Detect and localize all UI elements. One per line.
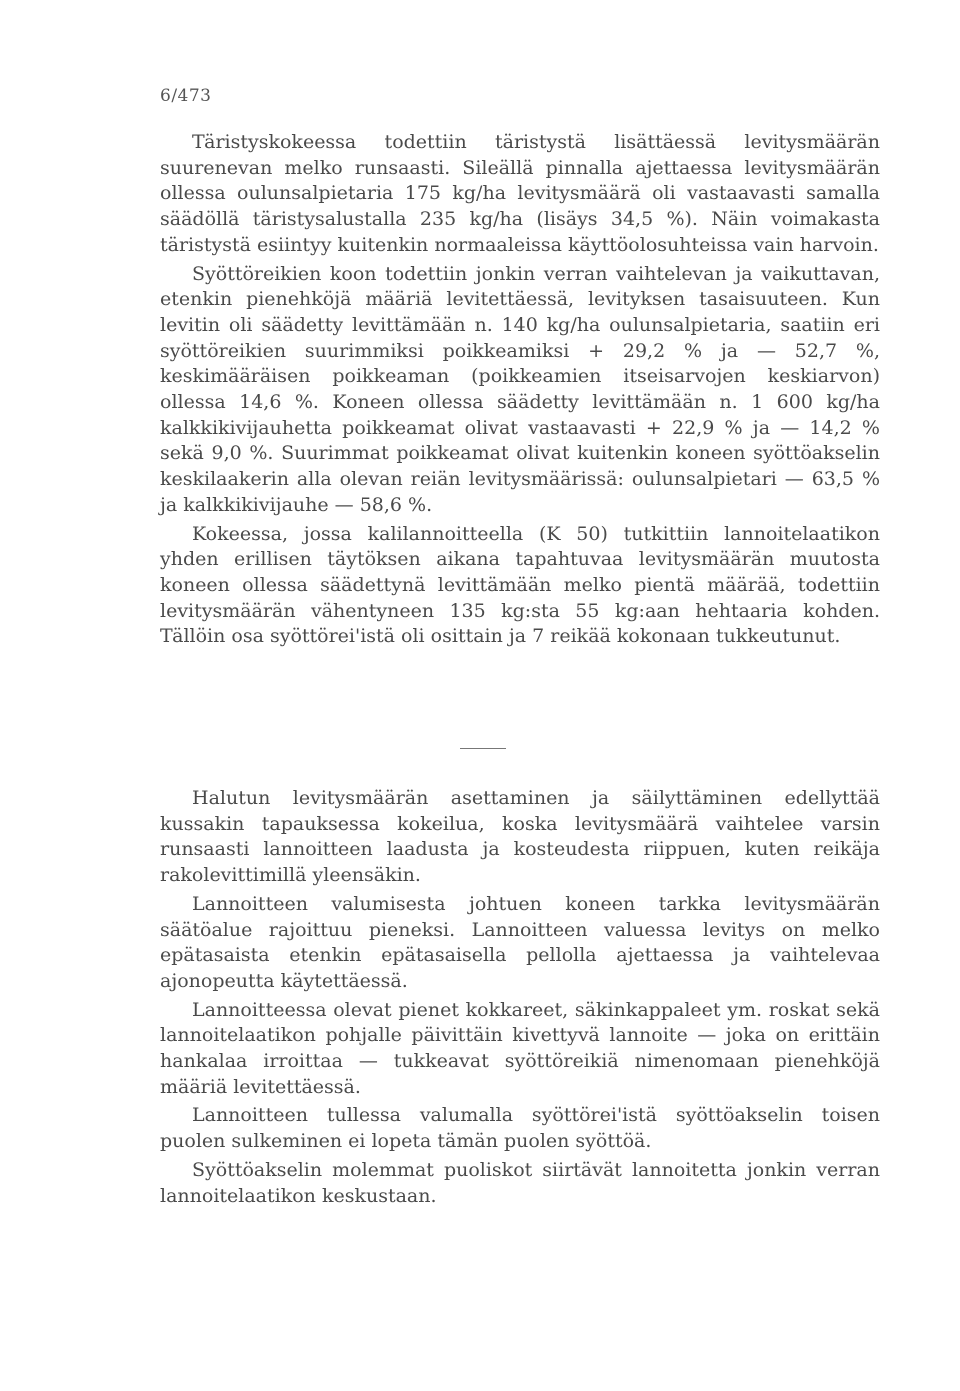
paragraph-shutoff: Lannoitteen tullessa valumalla syöttörei'istä syöttöakselin toisen puolen sulkeminen ei lopeta tämän puolen syöttöä.	[160, 1104, 880, 1153]
text-section-top	[160, 130, 880, 653]
section-divider	[460, 748, 506, 749]
page-number: 6/473	[160, 86, 212, 106]
text-section-bottom	[160, 786, 880, 1212]
paragraph-lumps: Lannoitteessa olevat pienet kokkareet, säkinkappaleet ym. roskat sekä lannoitelaatikon pohjalle päivittäin kivettyvä lannoite — joka on erittäin hankalaa irroittaa — tukkeavat syöttöreikiä nimenomaan pienehköjä määriä levitettäessä.	[160, 998, 880, 1098]
paragraph-setting-rate: Halutun levitysmäärän asettaminen ja säilyttäminen edellyttää kussakin tapauksessa kokeilua, koska levitysmäärä vaihtelee varsin runsaasti lannoitteen laadusta ja kosteudesta riippuen, kuten reikäja rakolevittimillä yleensäkin.	[160, 787, 880, 887]
paragraph-vibration-test: Täristyskokeessa todettiin täristystä lisättäessä levitysmäärän suurenevan melko runsaasti. Sileällä pinnalla ajettaessa levitysmäärän ollessa oulunsalpietaria 175 kg/ha levitysmäärä oli vastaavasti samalla säädöllä täristysalustalla 235 kg/ha (lisäys 34,5 %). Näin voimakasta täristystä esiintyy kuitenkin normaaleissa käyttöolosuhteissa vain harvoin.	[160, 131, 880, 256]
paragraph-flow-range: Lannoitteen valumisesta johtuen koneen tarkka levitysmäärän säätöalue rajoittuu pieneksi. Lannoitteen valuessa levitys on melko epätasaista etenkin epätasaisella pellolla ajettaessa ja vaihtelevaa ajonopeutta käytettäessä.	[160, 892, 880, 992]
paragraph-feed-holes: Syöttöreikien koon todettiin jonkin verran vaihtelevan ja vaikuttavan, etenkin pienehköjä määriä levitettäessä, levityksen tasaisuuteen. Kun levitin oli säädetty levittämään n. 140 kg/ha oulunsalpietaria, saatiin eri syöttöreikien suurimmiksi poikkeamiksi + 29,2 % ja — 52,7 %, keskimääräisen poikkeaman (poikkeamien itseisarvojen keskiarvon) ollessa 14,6 %. Koneen ollessa säädetty levittämään n. 1 600 kg/ha kalkkikivijauhetta poikkeamat olivat vastaavasti + 22,9 % ja — 14,2 % sekä 9,0 %. Suurimmat poikkeamat olivat kuitenkin koneen syöttöakselin keskilaakerin alla olevan reiän levitysmäärissä: oulunsalpietari — 63,5 % ja kalkkikivijauhe — 58,6 %.	[160, 262, 880, 516]
paragraph-potash-test: Kokeessa, jossa kalilannoitteella (K 50) tutkittiin lannoitelaatikon yhden erillisen täytöksen aikana tapahtuvaa levitysmäärän muutosta koneen ollessa säädettynä levittämään melko pientä määrää, todettiin levitysmäärän vähentyneen 135 kg:sta 55 kg:aan hehtaaria kohden. Tällöin osa syöttörei'istä oli osittain ja 7 reikää kokonaan tukkeutunut.	[160, 522, 880, 648]
paragraph-shaft-halves: Syöttöakselin molemmat puoliskot siirtävät lannoitetta jonkin verran lannoitelaatikon keskustaan.	[160, 1158, 880, 1207]
